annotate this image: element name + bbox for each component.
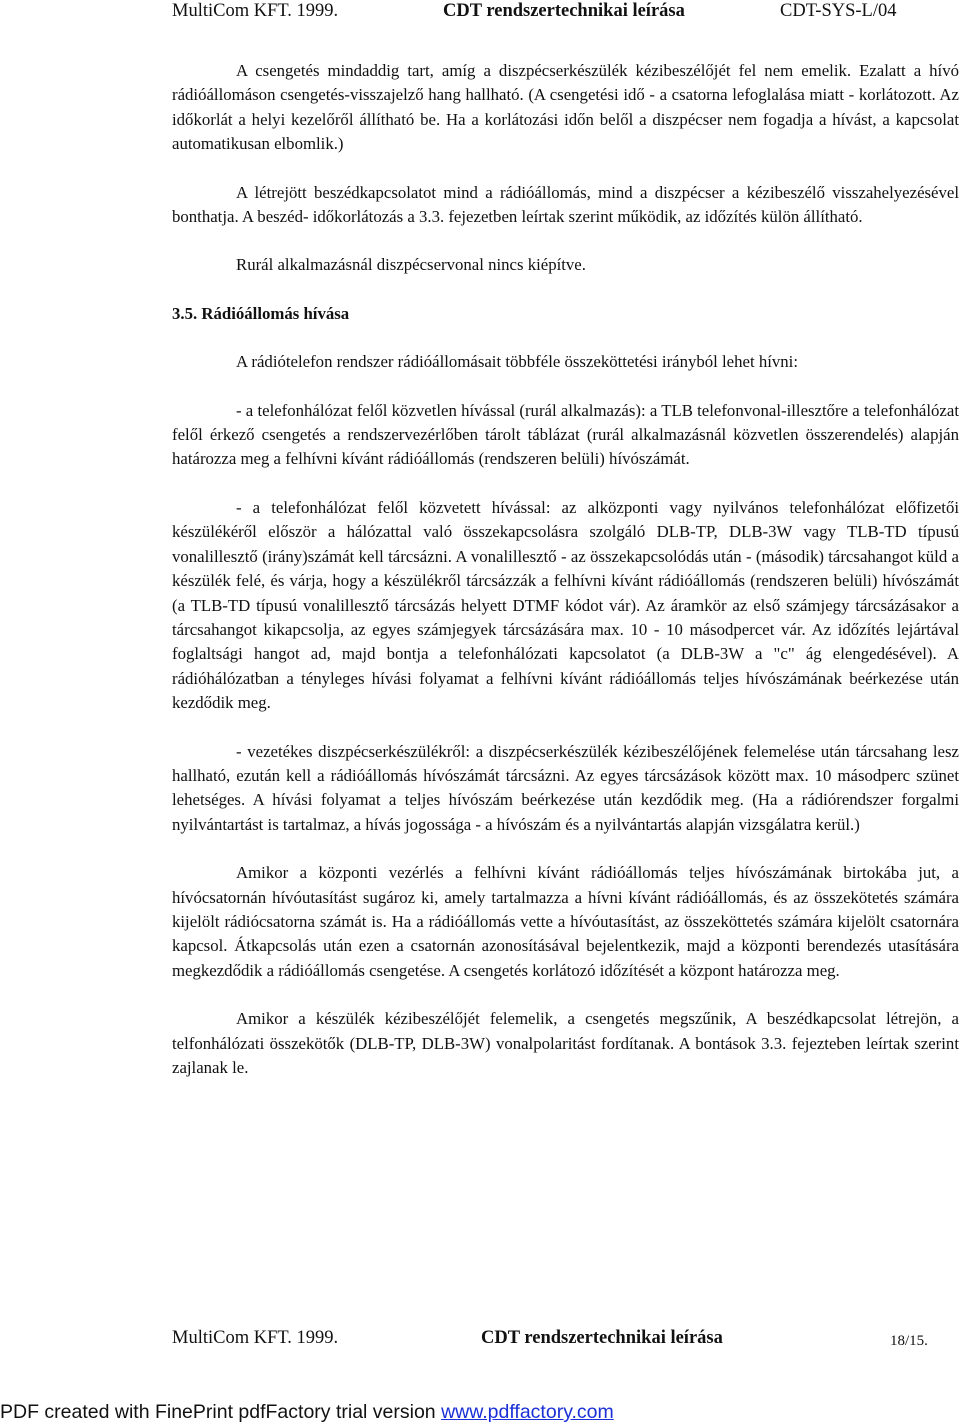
paragraph: Amikor a központi vezérlés a felhívni kívánt rádióállomás teljes hívószámának birtokába jut, a hívócsatornán hívóutasítást sugároz ki, amely tartalmazza a hívni kívánt rádióállomás, és az összekötetés számára kijelölt rádiócsatorna számát is. Ha a rádióállomás vette a hívóutasítást, az összeköttetés számára kijelölt csatornára kapcsol. Átkapcsolás után ezen a csatornán azonosításával bejelentkezik, majd a központi berendezés utasítására megkezdődik a rádióállomás csengetése. A csengetés korlátozó időzítését a központ határozza meg. — [172, 863, 959, 980]
watermark-text: PDF created with FinePrint pdfFactory trial version — [0, 1401, 442, 1423]
footer-title: CDT rendszertechnikai leírása — [481, 1328, 723, 1348]
paragraph: Amikor a készülék kézibeszélőjét felemelik, a csengetés megszűnik, A beszédkapcsolat létrejön, a telfonhálózati összekötők (DLB-TP, DLB-3W) vonalpolaritást fordítanak. A bontások 3.3. fejezteben leírtak szerint zajlanak le. — [172, 1009, 959, 1077]
paragraph: A létrejött beszédkapcsolatot mind a rádióállomás, mind a diszpécser a kézibeszélő visszahelyezésével bonthatja. A beszéd- időkorlátozás a 3.3. fejezetben leírtak szerint működik, az időzítés külön állítható. — [172, 182, 959, 227]
paragraph: A csengetés mindaddig tart, amíg a diszpécserkészülék kézibeszélőjét fel nem emelik. Ezalatt a hívó rádióállomáson csengetés-visszajelző hang hallható. (A csengetési idő - a csatorna lefoglalása miatt - korlátozott. Az időkorlát a helyi kezelőről állítható be. Ha a korlátozási időn belől a diszpécser nem fogadja a hívást, a kapcsolat automatikusan elbomlik.) — [172, 61, 959, 154]
page-footer — [0, 1326, 960, 1352]
paragraph: - a telefonhálózat felől közvetett hívással: az alközponti vagy nyilvános telefonhálózat előfizetői készülékéről először a hálózattal való összekapcsolásra szolgáló DLB-TP, DLB-3W vagy TLB-TD típusú vonalillesztő (irány)számát kell tárcsázni. A vonalillesztő - az összekapcsolódás után - (második) tárcsahangot küld a készülék felé, és várja, hogy a készülékről tárcsázzák a felhívni kívánt rádióállomás (rendszeren belüli) hívószámát (a TLB-TD típusú vonalillesztő tárcsázás helyett DTMF kódot vár). Az áramkör az első számjegy tárcsázásakor a tárcsahangot kikapcsolja, az egyes számjegyek tárcsázására max. 10 - 10 másodpercet vár. Az időzítés lejártával foglaltsági hangot ad, majd bontja a telefonhálózati kapcsolatot (a DLB-3W a "c" ág elengedésével). A rádióhálózatban a tényleges hívási folyamat a felhívni kívánt rádióállomás teljes hívószámának beérkezése után kezdődik meg. — [172, 497, 959, 713]
header-title: CDT rendszertechnikai leírása — [443, 1, 685, 21]
watermark-link[interactable]: www.pdffactory.com — [441, 1401, 614, 1423]
document-body — [172, 59, 959, 1080]
section-heading: 3.5. Rádióállomás hívása — [172, 303, 350, 323]
footer-company: MultiCom KFT. 1999. — [172, 1328, 339, 1348]
pdf-watermark — [0, 1399, 960, 1426]
paragraph: A rádiótelefon rendszer rádióállomásait többféle összeköttetési irányból lehet hívni: — [236, 352, 798, 372]
header-company: MultiCom KFT. 1999. — [172, 1, 339, 21]
paragraph: - a telefonhálózat felől közvetlen hívással (rurál alkalmazás): a TLB telefonvonal-illesztőre a telefonhálózat felől érkező csengetés a rendszervezérlőben tárolt táblázat (rurál alkalmazásnál közvetlen összerendelés) alapján határozza meg a felhívni kívánt rádióállomás (rendszeren belüli) hívószámát. — [172, 400, 959, 469]
page-header — [0, 0, 960, 24]
paragraph: - vezetékes diszpécserkészülékről: a diszpécserkészülék kézibeszélőjének felemelése után tárcsahang lesz hallható, ezután kell a rádióállomás hívószámát tárcsázni. Az egyes tárcsázások között max. 10 másodperc szünet lehetséges. A hívási folyamat a teljes hívószám beérkezése után kezdődik meg. (Ha a rádiórendszer forgalmi nyilvántartást is tartalmaz, a hívás jogossága - a hívószám és a nyilvántartás alapján vizsgálatra kerül.) — [172, 741, 959, 834]
header-doc-code: CDT-SYS-L/04 — [780, 1, 897, 21]
page-number: 18/15. — [890, 1333, 928, 1349]
paragraph: Rurál alkalmazásnál diszpécservonal nincs kiépítve. — [236, 255, 586, 275]
